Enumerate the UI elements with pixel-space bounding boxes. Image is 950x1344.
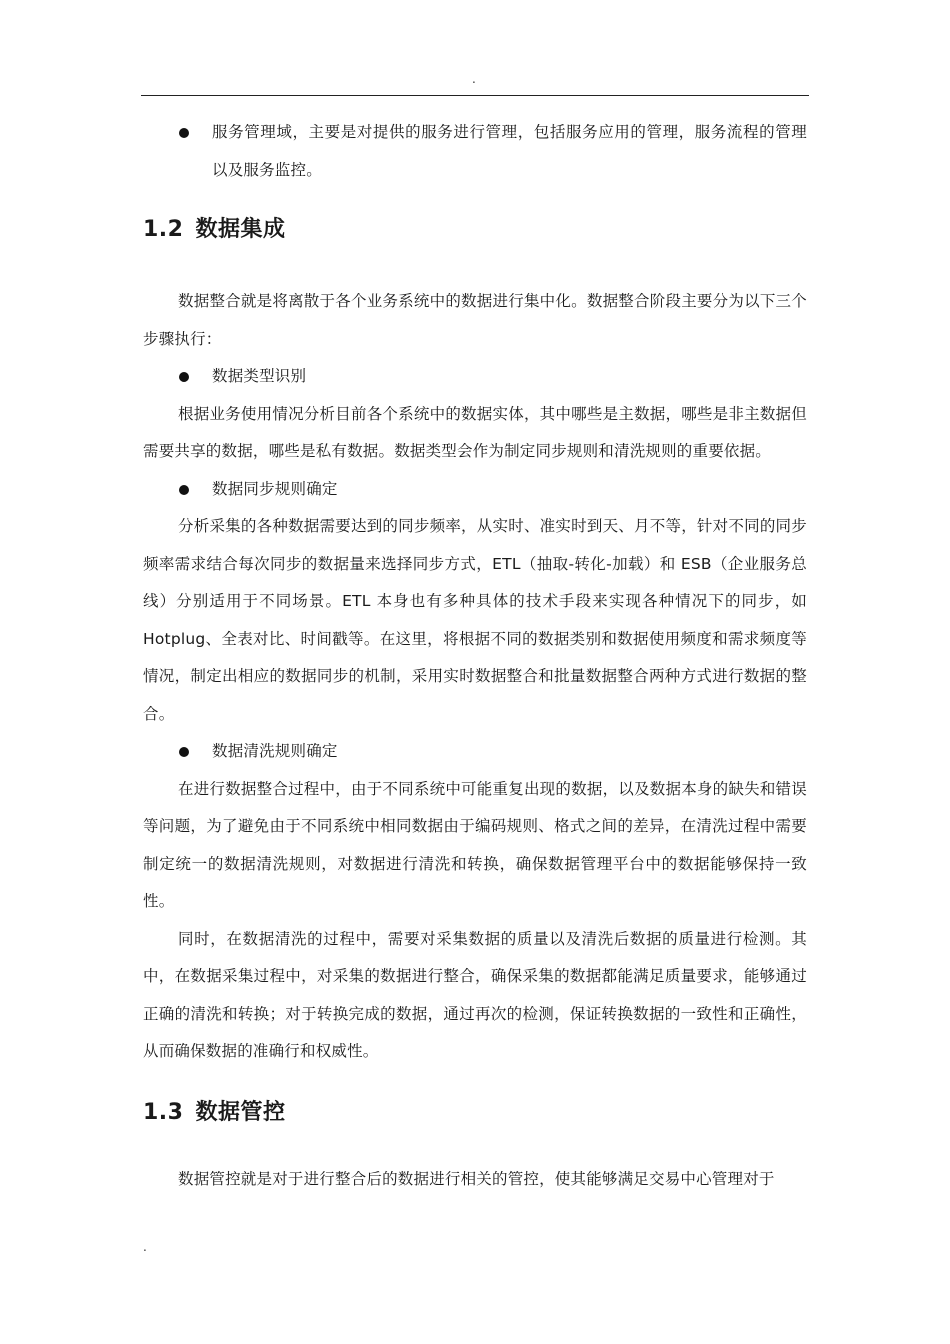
paragraph-type-identification: 根据业务使用情况分析目前各个系统中的数据实体，其中哪些是主数据，哪些是非主数据但需要共享的数据，哪些是私有数据。数据类型会作为制定同步规则和清洗规则的重要依据。: [143, 404, 807, 460]
bullet-item-service-management: [143, 114, 807, 189]
header-marker: .: [472, 72, 476, 86]
section-heading-data-governance: [143, 1098, 807, 1128]
bullet-text: 服务管理域，主要是对提供的服务进行管理，包括服务应用的管理，服务流程的管理以及服务监控。: [212, 123, 807, 179]
bullet-text: 数据同步规则确定: [212, 479, 338, 498]
section-heading-data-integration: [143, 215, 807, 245]
footer-marker: .: [143, 1240, 147, 1254]
section-title: 数据管控: [195, 1099, 286, 1125]
bullet-text: 数据清洗规则确定: [212, 742, 338, 760]
bullet-text: 数据类型识别: [212, 367, 307, 385]
bullet-icon: [179, 485, 189, 495]
paragraph-intro: 数据整合就是将离散于各个业务系统中的数据进行集中化。数据整合阶段主要分为以下三个步骤执行：: [143, 292, 807, 348]
bullet-icon: [179, 128, 189, 138]
bullet-item-sync-rules: [143, 471, 807, 509]
bullet-icon: [179, 372, 189, 382]
document-body: [143, 114, 807, 1198]
bullet-item-cleaning-rules: [143, 733, 807, 771]
section-number: 1.2: [143, 217, 184, 242]
paragraph-sync-rules: 分析采集的各种数据需要达到的同步频率，从实时、准实时到天、月不等，针对不同的同步频率需求结合每次同步的数据量来选择同步方式，ETL（抽取-转化-加载）和 ESB（企业服务总线）分别适用于不同场景。ETL 本身也有多种具体的技术手段来实现各种情况下的同步，如 Hotplug、全表对比、时间戳等。在这里，将根据不同的数据类别和数据使用频度和需求频度等情况，制定出相应的数据同步的机制，采用实时数据整合和批量数据整合两种方式进行数据的整合。: [143, 517, 807, 723]
paragraph-quality-check: 同时，在数据清洗的过程中，需要对采集数据的质量以及清洗后数据的质量进行检测。其中，在数据采集过程中，对采集的数据进行整合，确保采集的数据都能满足质量要求，能够通过正确的清洗和转换；对于转换完成的数据，通过再次的检测，保证转换数据的一致性和正确性，从而确保数据的准确行和权威性。: [143, 929, 807, 1060]
bullet-item-type-identification: [143, 358, 807, 396]
paragraph-governance: 数据管控就是对于进行整合后的数据进行相关的管控，使其能够满足交易中心管理对于: [178, 1169, 775, 1188]
paragraph-cleaning-rules: 在进行数据整合过程中，由于不同系统中可能重复出现的数据，以及数据本身的缺失和错误等问题，为了避免由于不同系统中相同数据由于编码规则、格式之间的差异，在清洗过程中需要制定统一的数据清洗规则，对数据进行清洗和转换，确保数据管理平台中的数据能够保持一致性。: [143, 779, 807, 910]
section-title: 数据集成: [195, 217, 286, 242]
bullet-icon: [179, 747, 189, 757]
header-rule: [141, 95, 809, 96]
section-number: 1.3: [143, 1099, 184, 1125]
